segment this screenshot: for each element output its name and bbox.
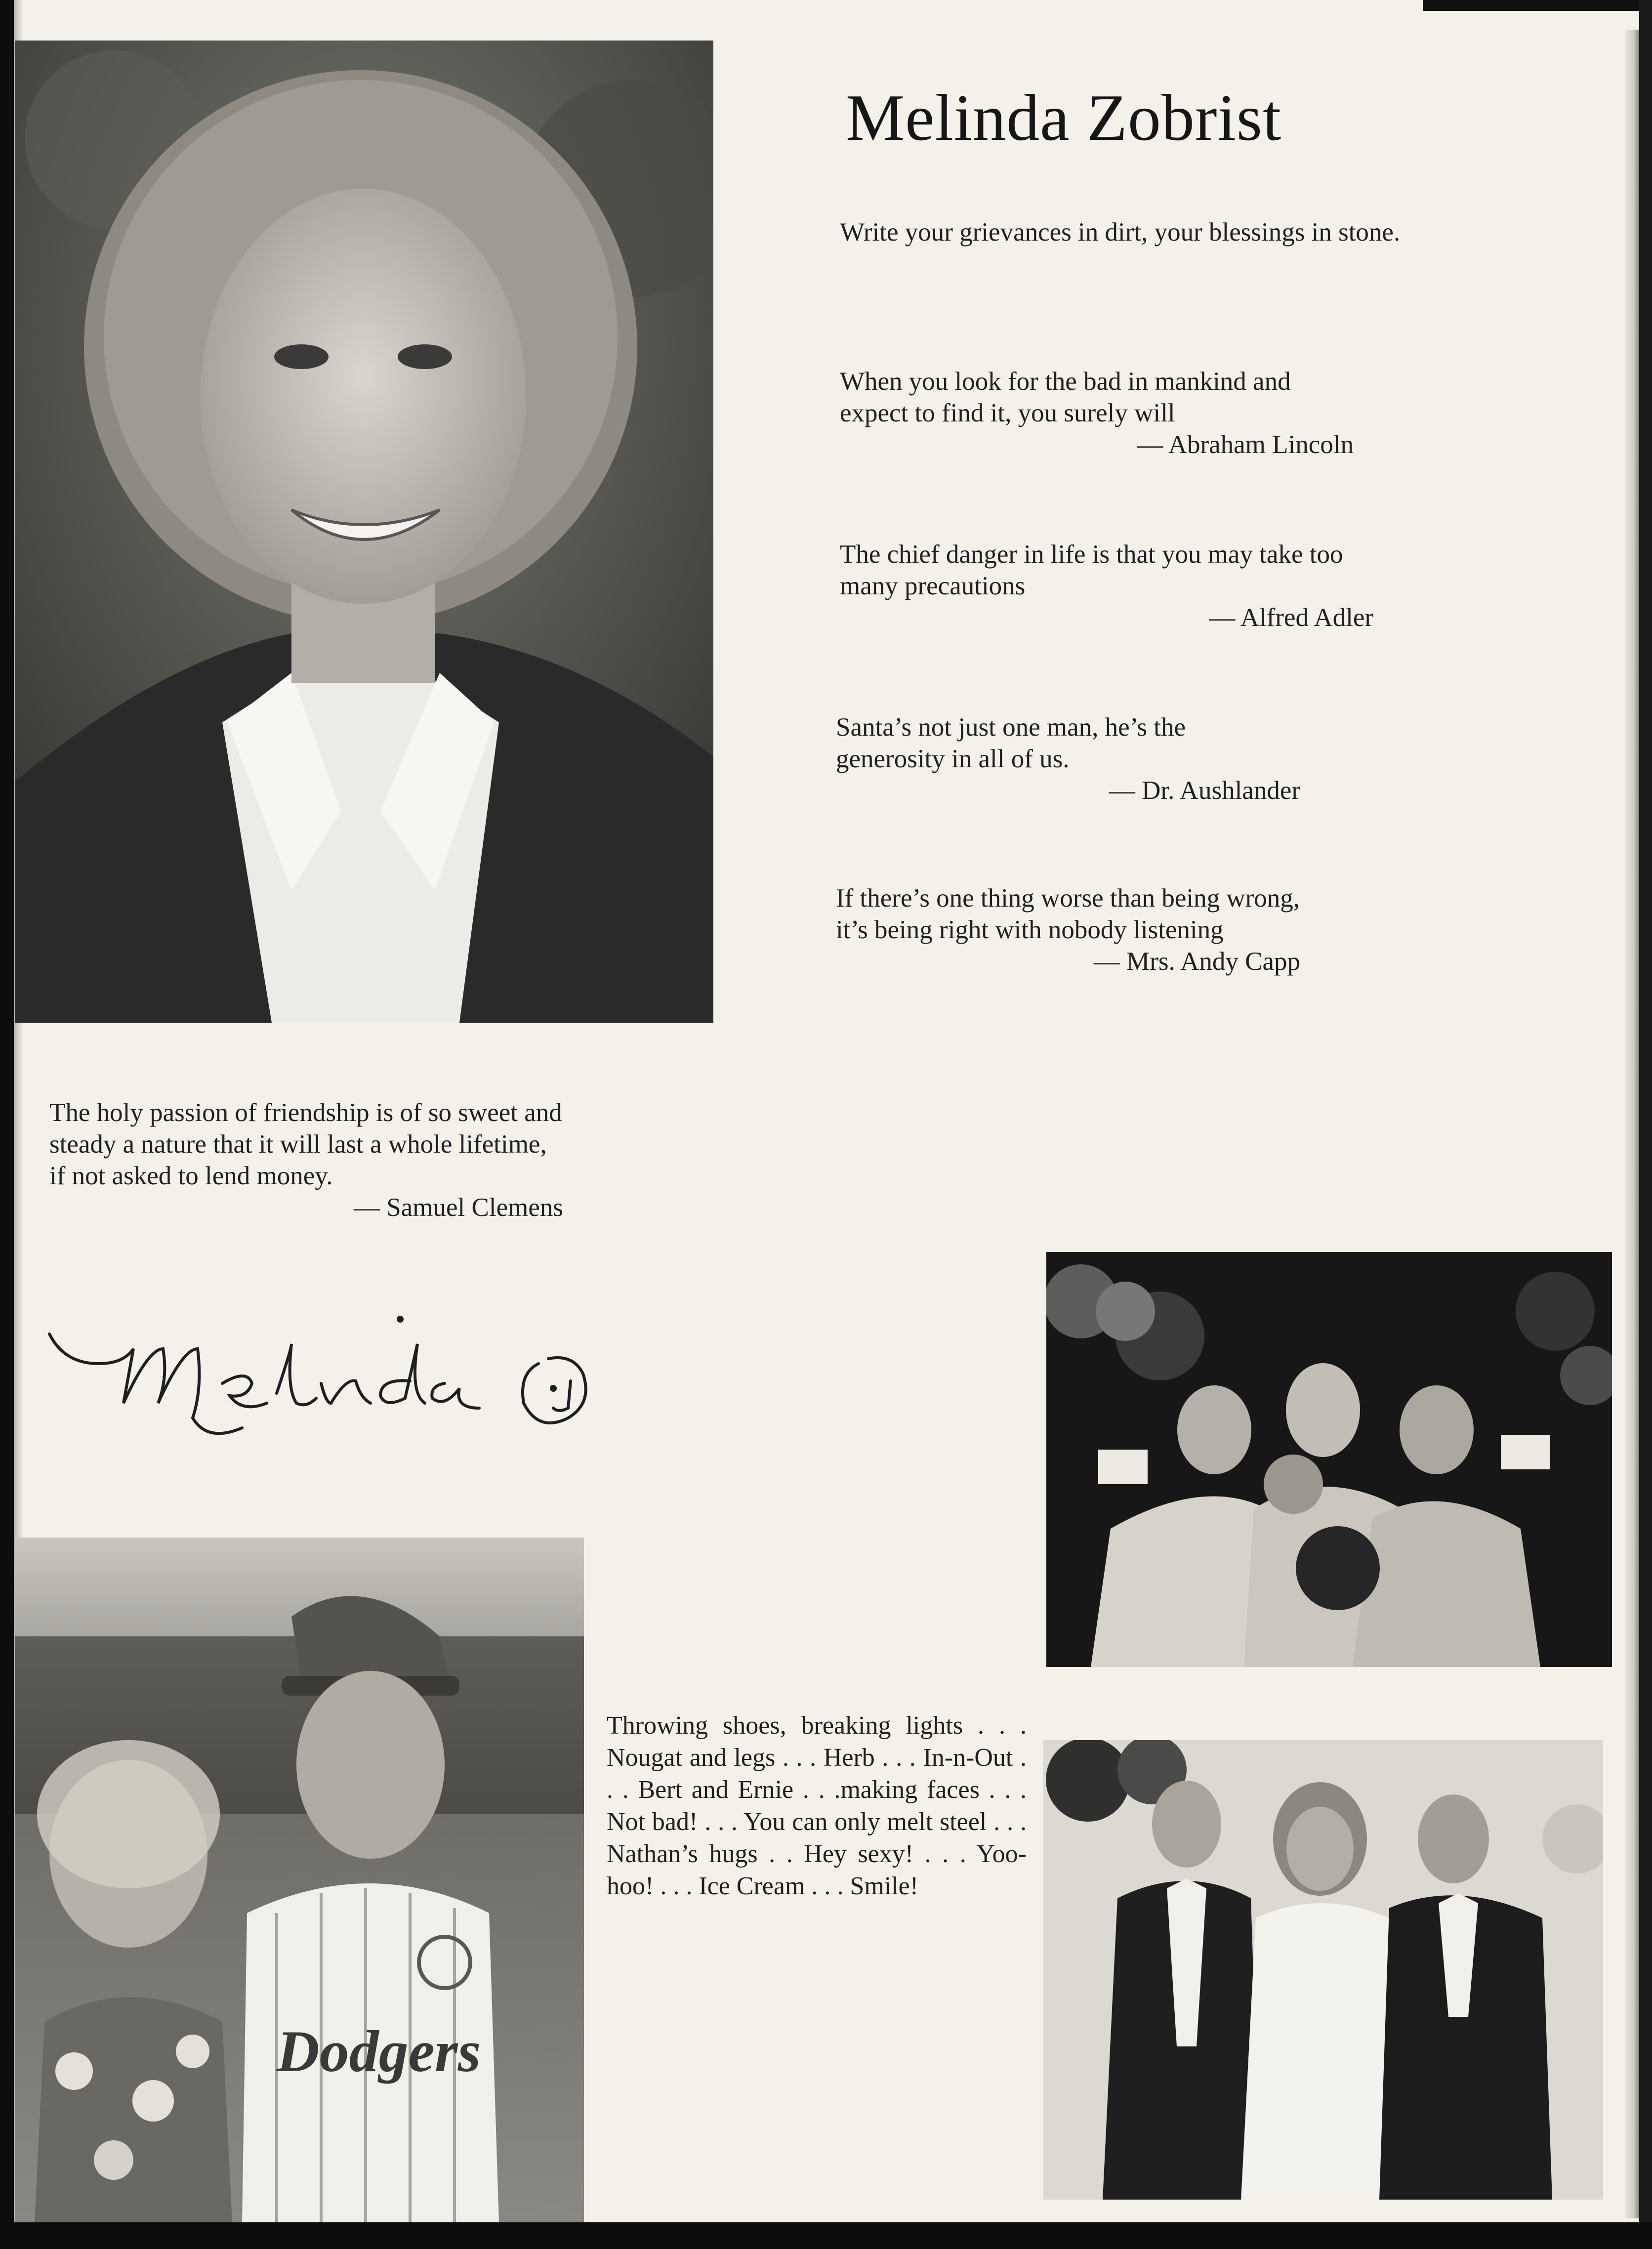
formal-dance-photo	[1043, 1740, 1603, 2200]
signature	[35, 1290, 618, 1453]
quote-text: Santa’s not just one man, he’s the generosity in all of us.	[836, 713, 1186, 773]
page-edge	[1625, 30, 1639, 2218]
quote-author: — Mrs. Andy Capp	[1093, 947, 1300, 976]
quote-4	[836, 711, 1300, 806]
quote-text: When you look for the bad in mankind and expect to find it, you surely will	[840, 367, 1291, 427]
scan-border-left	[0, 0, 14, 2249]
quote-author: — Samuel Clemens	[354, 1193, 563, 1222]
portrait-photo	[15, 41, 713, 1023]
quote-1	[840, 216, 1403, 248]
scan-border-bottom	[0, 2222, 1652, 2249]
childhood-photo	[15, 1538, 584, 2222]
scan-border-top	[1423, 0, 1652, 11]
quote-author: — Abraham Lincoln	[1137, 430, 1354, 459]
jersey-lettering: Dodgers	[277, 2018, 481, 2084]
party-balloons-photo	[1046, 1252, 1612, 1667]
quote-3	[840, 539, 1373, 633]
quote-author: — Dr. Aushlander	[1109, 776, 1300, 805]
quote-text: If there’s one thing worse than being wrong, it’s being right with nobody listening	[836, 884, 1300, 944]
scan-border-right	[1639, 0, 1652, 2249]
memories-text: Throwing shoes, breaking lights . . . Nougat and legs . . . Herb . . . In-n-Out . . . Bert and Ernie . . .making faces . . . Not bad! . . . You can only melt steel . . . Nathan’s hugs . . Hey sexy! . . . Yoo-hoo! . . . Ice Cream . . . Smile!	[607, 1711, 1027, 1900]
quote-author: — Alfred Adler	[1209, 603, 1373, 632]
quote-2	[840, 366, 1354, 460]
quote-5	[836, 882, 1300, 977]
friendship-quote	[49, 1097, 563, 1223]
quote-text: The chief danger in life is that you may take too many precautions	[840, 540, 1343, 600]
student-name: Melinda Zobrist	[846, 81, 1282, 154]
quote-text: The holy passion of friendship is of so sweet and steady a nature that it will last a whole lifetime, if not asked to lend money.	[49, 1098, 562, 1190]
quote-text: Write your grievances in dirt, your blessings in stone.	[840, 218, 1401, 247]
